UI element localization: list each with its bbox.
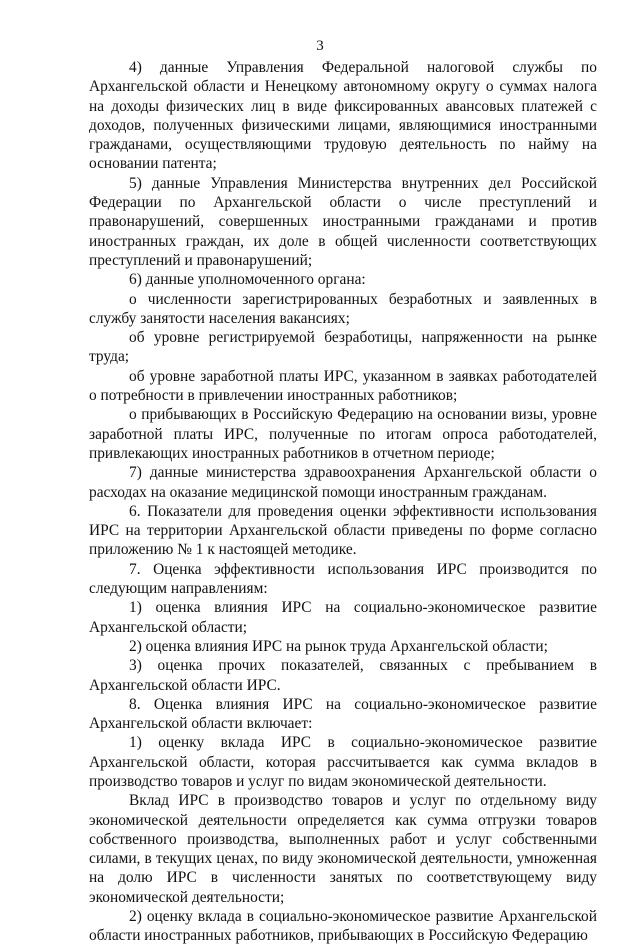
paragraph-unemployed-vacancies: о численности зарегистрированных безработных и заявленных в службу занятости населения вакансиях; [89,290,597,327]
document-body [89,58,597,946]
paragraph-item-7-health-ministry: 7) данные министерства здравоохранения Архангельской области о расходах на оказание медицинской помощи иностранным гражданам. [89,464,597,501]
paragraph-unemployment-level: об уровне регистрируемой безработицы, напряженности на рынке труда; [89,329,597,366]
paragraph-contribution-definition: Вклад ИРС в производство товаров и услуг по отдельному виду экономической деятельности определяется как сумма отгрузки товаров собственного производства, выполненных работ и услуг собственными силами, в текущих ценах, по виду экономической деятельности, умноженная на долю ИРС в численности занятых по соответствующему виду экономической деятельности; [89,792,597,906]
paragraph-section-6-indicators: 6. Показатели для проведения оценки эффективности использования ИРС на территории Архангельской области приведены по форме согласно приложению № 1 к настоящей методике. [89,502,597,559]
paragraph-item-4-tax-service: 4) данные Управления Федеральной налоговой службы по Архангельской области и Ненецкому автономному округу о суммах налога на доходы физических лиц в виде фиксированных авансовых платежей с доходов, полученных физическими лицами, являющимися иностранными гражданами, осуществляющими трудовую деятельность по найму на основании патента; [89,59,597,173]
paragraph-item-5-interior-ministry: 5) данные Управления Министерства внутренних дел Российской Федерации по Архангельской области о числе преступлений и правонарушений, совершенных иностранными гражданами и против иностранных граждан, их доле в общей численности соответствующих преступлений и правонарушений; [89,174,597,269]
paragraph-section-7-evaluation: 7. Оценка эффективности использования ИРС производится по следующим направлениям: [89,560,597,598]
paragraph-direction-2: 2) оценка влияния ИРС на рынок труда Архангельской области; [129,637,548,655]
paragraph-direction-3: 3) оценка прочих показателей, связанных с пребыванием в Архангельской области ИРС. [89,657,597,694]
page-number: 3 [316,38,324,54]
paragraph-assessment-2: 2) оценку вклада в социально-экономическое развитие Архангельской области иностранных работников, прибывающих в Российскую Федерацию [89,908,597,945]
paragraph-item-6-authorized-body: 6) данные уполномоченного органа: [129,271,366,289]
paragraph-wage-level-requests: об уровне заработной платы ИРС, указанном в заявках работодателей о потребности в привлечении иностранных работников; [89,367,597,405]
paragraph-section-8-assessment: 8. Оценка влияния ИРС на социально-экономическое развитие Архангельской области включает: [89,695,597,733]
paragraph-assessment-1: 1) оценку вклада ИРС в социально-экономическое развитие Архангельской области, которая рассчитывается как сумма вкладов в производство товаров и услуг по видам экономической деятельности. [89,734,597,790]
paragraph-direction-1: 1) оценка влияния ИРС на социально-экономическое развитие Архангельской области; [89,599,597,636]
paragraph-visa-arrivals: о прибывающих в Российскую Федерацию на основании визы, уровне заработной платы ИРС, полученные по итогам опроса работодателей, привлекающих иностранных работников в отчетном периоде; [89,406,597,462]
